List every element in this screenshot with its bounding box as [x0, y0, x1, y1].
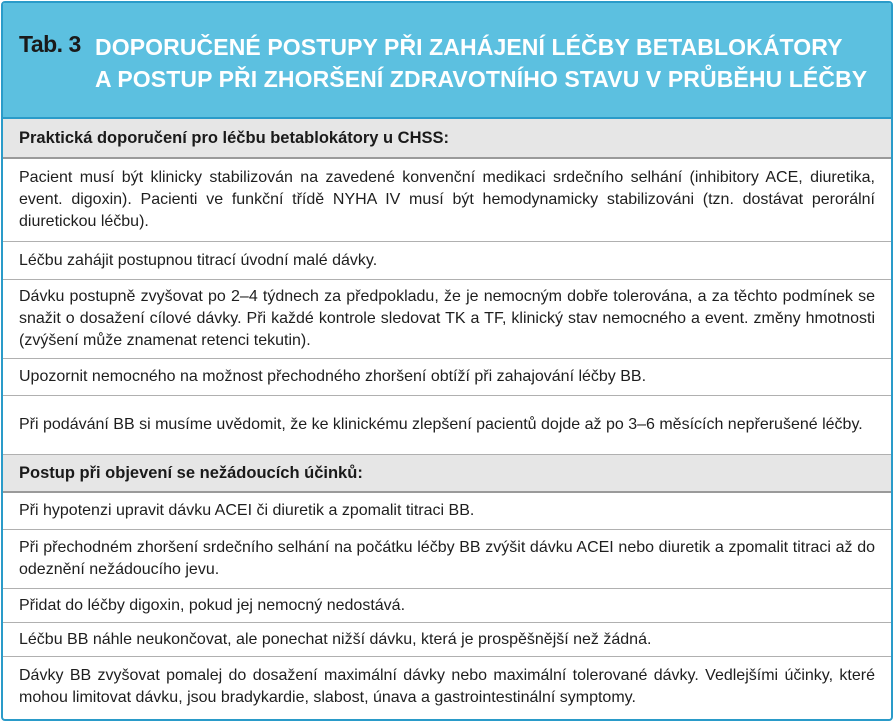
table-frame [1, 1, 893, 721]
table-row [3, 159, 891, 242]
row-text: Léčbu BB náhle neukončovat, ale ponechat nižší dávku, která je prospěšnější než žádná. [19, 630, 652, 648]
row-text: Pacient musí být klinicky stabilizován na zavedené konvenční medikaci srdečního selhání (inhibitory ACE, diuretika, event. digoxin). Pacienti ve funkční třídě NYHA IV musí být hemodynamicky stabilizováni (tzn. dostávat perorální diuretickou léčbu). [19, 169, 875, 230]
table-row [3, 280, 891, 359]
table-header [3, 3, 891, 119]
row-text: Upozornit nemocného na možnost přechodného zhoršení obtíží při zahajování léčby BB. [19, 368, 647, 385]
title-line-2: A POSTUP PŘI ZHORŠENÍ ZDRAVOTNÍHO STAVU V PRŮBĚHU LÉČBY [95, 66, 868, 92]
table-row [3, 396, 891, 455]
row-text: Dávky BB zvyšovat pomalej do dosažení maximální dávky nebo maximální tolerované dávky. Vedlejšími účinky, které mohou limitovat dávku, jsou bradykardie, slabost, únava a gastrointestinální symptomy. [19, 666, 875, 706]
section-heading-adverse-effects: Postup při objevení se nežádoucích účinků: [3, 455, 891, 493]
table-title [95, 31, 871, 95]
title-line-1: DOPORUČENÉ POSTUPY PŘI ZAHÁJENÍ LÉČBY BETABLOKÁTORY [95, 34, 843, 60]
row-text: Při přechodném zhoršení srdečního selhání na počátku léčby BB zvýšit dávku ACEI nebo diuretik a zpomalit titraci až do odeznění nežádoucího jevu. [19, 539, 875, 578]
row-text: Přidat do léčby digoxin, pokud jej nemocný nedostává. [19, 596, 406, 614]
table-row [3, 623, 891, 657]
table-row [3, 493, 891, 530]
row-text: Při podávání BB si musíme uvědomit, že ke klinickému zlepšení pacientů dojde až po 3–6 měsících nepřerušené léčby. [19, 416, 863, 433]
table-row [3, 657, 891, 716]
table-row [3, 242, 891, 280]
table-row [3, 359, 891, 396]
section-heading-recommendations: Praktická doporučení pro léčbu betablokátory u CHSS: [3, 119, 891, 159]
row-text: Dávku postupně zvyšovat po 2–4 týdnech za předpokladu, že je nemocným dobře tolerována, a za těchto podmínek se snažit o dosažení cílové dávky. Při každé kontrole sledovat TK a TF, klinický stav nemocného a event. změny hmotnosti (zvýšení může znamenat retenci tekutin). [19, 288, 875, 349]
table-row [3, 589, 891, 623]
row-text: Při hypotenzi upravit dávku ACEI či diuretik a zpomalit titraci BB. [19, 502, 475, 519]
table-number: Tab. 3 [19, 31, 81, 57]
table-row [3, 530, 891, 589]
row-text: Léčbu zahájit postupnou titrací úvodní malé dávky. [19, 251, 378, 269]
